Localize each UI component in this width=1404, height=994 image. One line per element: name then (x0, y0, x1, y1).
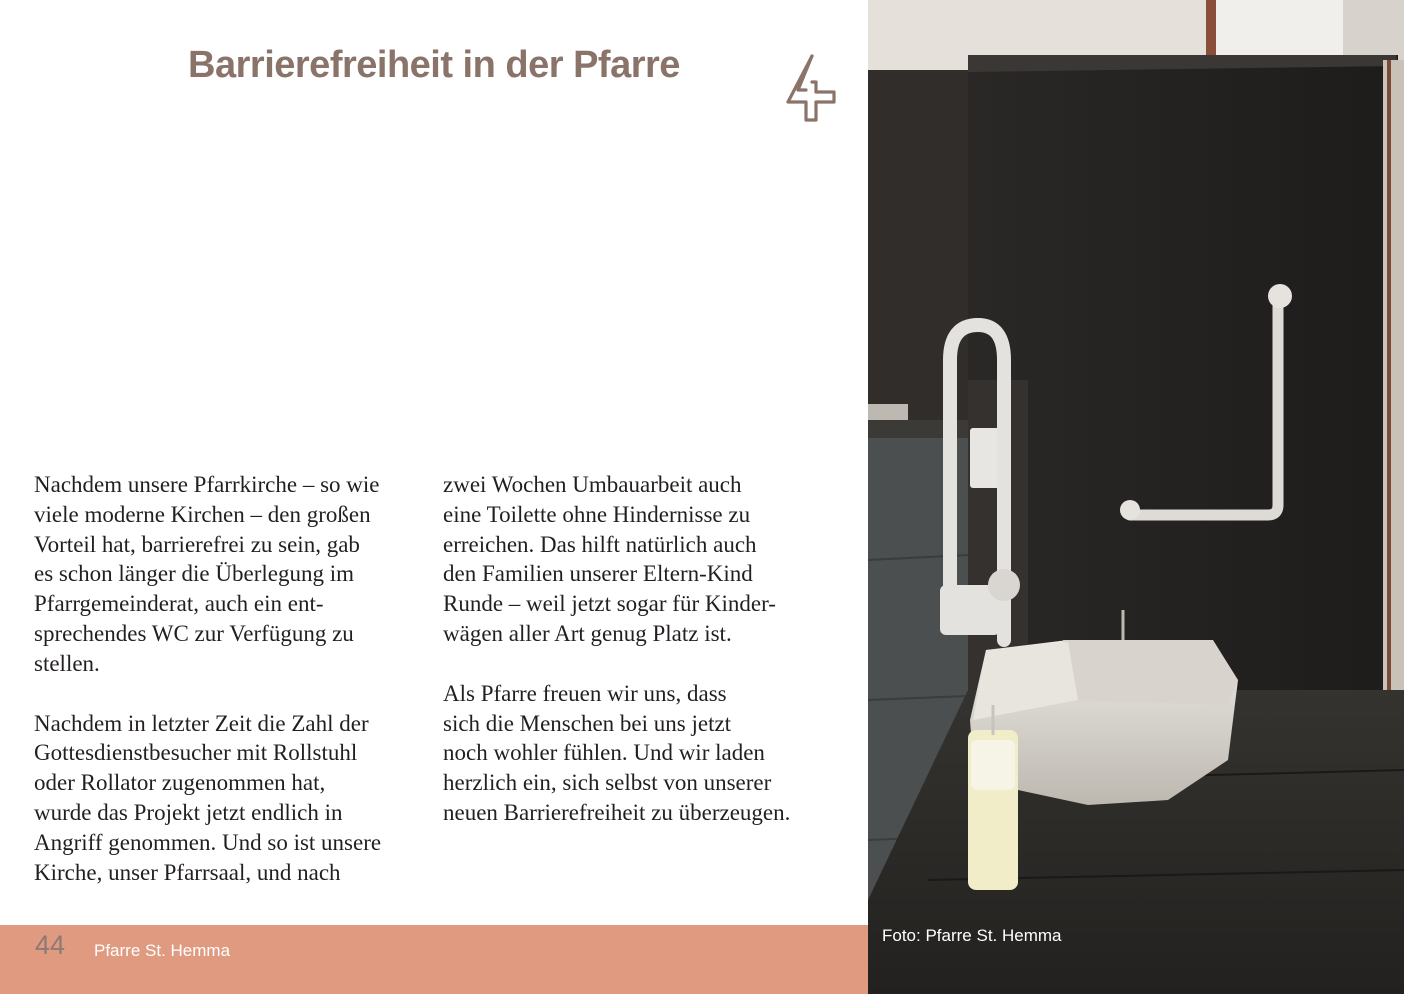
footer-band (0, 925, 870, 994)
footer-label: Pfarre St. Hemma (94, 941, 231, 960)
paragraph: Nachdem in letzter Zeit die Zahl der Gottesdienstbesucher mit Rollstuhl oder Rollator zugenommen hat, wurde das Projekt jetzt endlich in Angriff genommen. Und so ist unsere Kirche, unser Pfarrsaal, und nach (34, 710, 382, 885)
text-column-left (34, 470, 424, 917)
paragraph: zwei Wochen Umbauarbeit auch eine Toilette ohne Hindernisse zu erreichen. Das hilft natürlich auch den Familien unserer Eltern-Kind Runde – weil jetzt sogar für Kinder- wägen aller Art genug Platz ist. (443, 472, 776, 646)
photo-credit: Foto: Pfarre St. Hemma (882, 926, 1062, 945)
number-four-cross-icon (782, 52, 840, 124)
page-number: 44 (35, 930, 66, 960)
photo-accessible-toilet (868, 0, 1404, 994)
text-column-right (443, 470, 833, 858)
paragraph: Als Pfarre freuen wir uns, dass sich die Menschen bei uns jetzt noch wohler fühlen. Und wir laden herzlich ein, sich selbst von unserer neuen Barrierefreiheit zu überzeugen. (443, 680, 791, 825)
paragraph: Nachdem unsere Pfarrkirche – so wie viele moderne Kirchen – den großen Vorteil hat, barrierefrei zu sein, gab es schon länger die Überlegung im Pfarrgemeinderat, auch ein ent- sprechendes WC zur Verfügung zu stellen. (34, 472, 380, 676)
page-title: Barrierefreiheit in der Pfarre (188, 44, 680, 86)
